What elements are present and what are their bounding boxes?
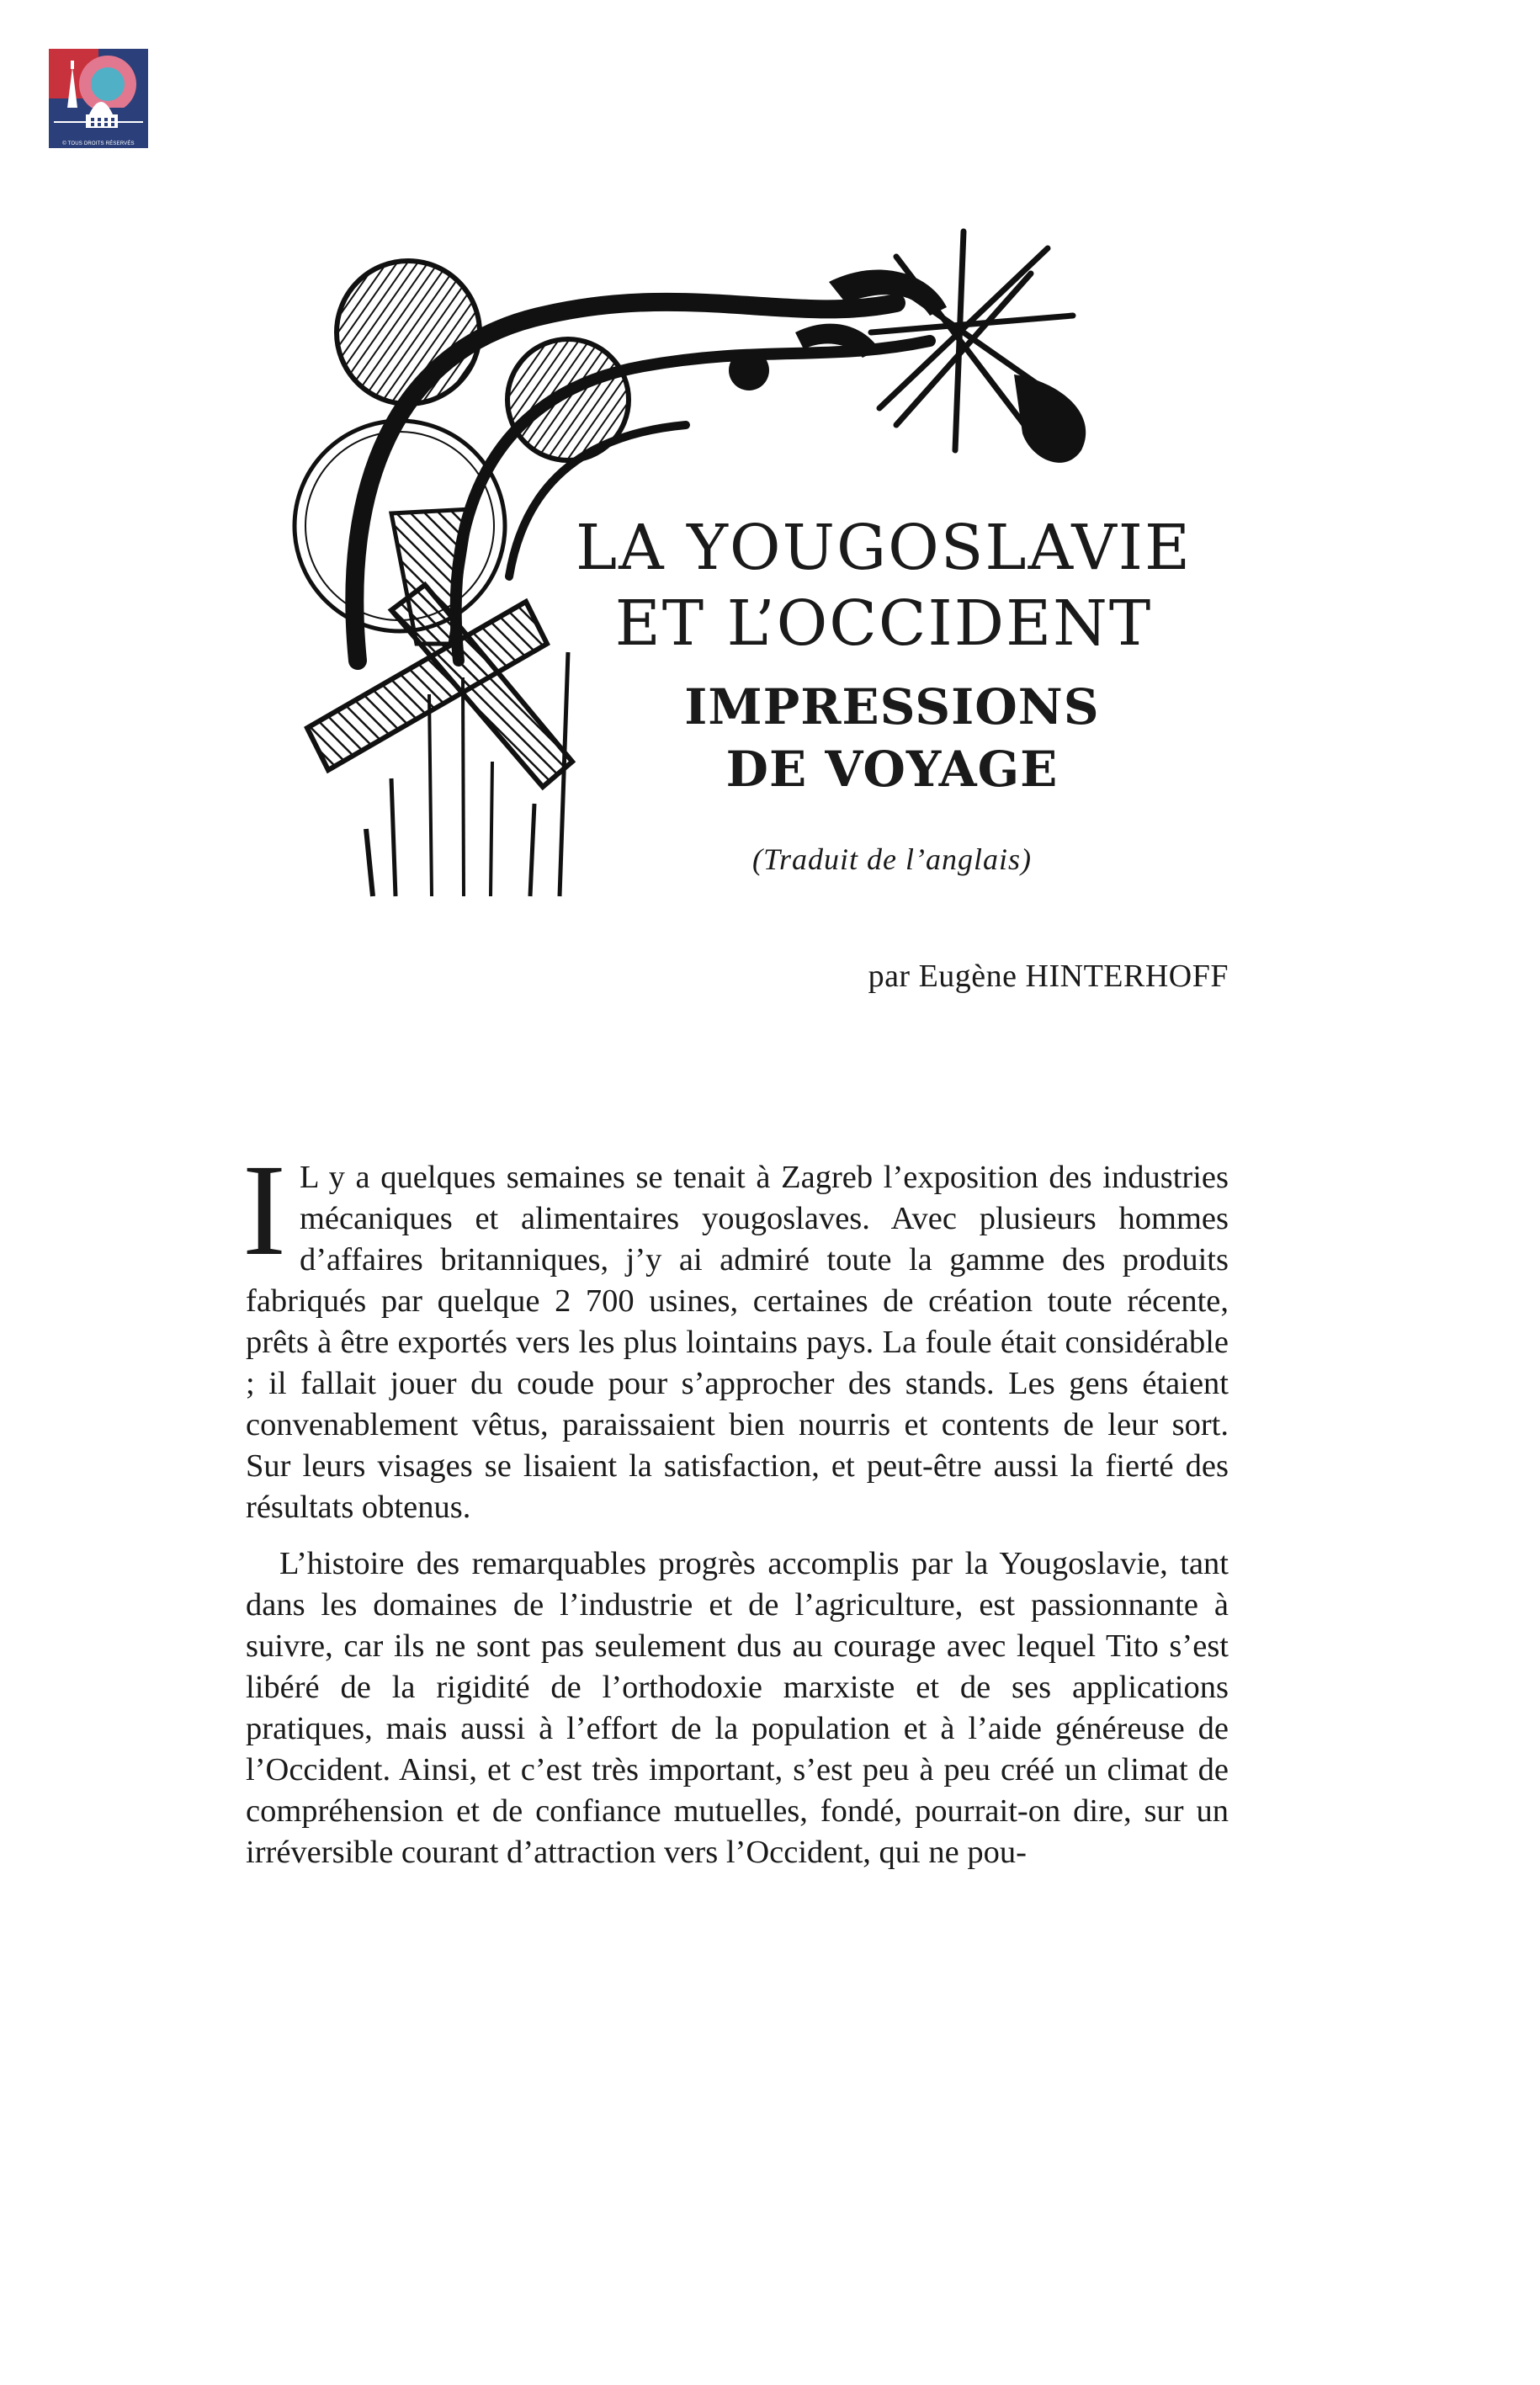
author-byline: par Eugène HINTERHOFF (868, 959, 1229, 994)
article-title-line2: ET L’OCCIDENT (614, 587, 1153, 660)
article-subtitle-line1: IMPRESSIONS (684, 678, 1100, 736)
logo-icon (49, 49, 148, 148)
drop-cap: I (242, 1137, 286, 1283)
article-title-line1: LA YOUGOSLAVIE (575, 512, 1192, 584)
logo-caption: © TOUS DROITS RÉSERVÉS (62, 141, 135, 146)
publisher-logo (49, 49, 148, 148)
article-paragraph-1 (242, 1137, 1229, 1528)
article-subtitle-line2: DE VOYAGE (725, 741, 1059, 798)
translation-note: (Traduit de l’anglais) (751, 842, 1032, 876)
paragraph-1-text: L y a quelques semaines se tenait à Zagreb l’exposition des industries mécaniques et alimentaires yougoslaves. Avec plusieurs hommes d’affaires britanniques, j’y ai admiré toute la gamme des produits fabriqués par quelque 2 700 usines, certaines de création toute récente, prêts à être exportés vers les plus lointains pays. La foule était considérable ; il fallait jouer du coude pour s’approcher des stands. Les gens étaient convenablement vêtus, paraissaient bien nourris et contents de leur sort. Sur leurs visages se lisaient la satisfaction, et peut-être aussi la fierté des résultats obtenus. (246, 1160, 1229, 1525)
article-body (242, 1137, 1229, 1888)
article-paragraph-2: L’histoire des remarquables progrès accomplis par la Yougoslavie, tant dans les domaines de l’industrie et de l’agriculture, est passionnante à suivre, car ils ne sont pas seulement dus au courage avec lequel Tito s’est libéré de la rigidité de l’orthodoxie marxiste et de ses applications pratiques, mais aussi à l’effort de la population et à l’aide généreuse de l’Occident. Ainsi, et c’est très important, s’est peu à peu créé un climat de compréhension et de confiance mutuelles, fondé, pourrait-on dire, sur un irréversible courant d’attraction vers l’Occident, qui ne pou- (246, 1546, 1229, 1870)
